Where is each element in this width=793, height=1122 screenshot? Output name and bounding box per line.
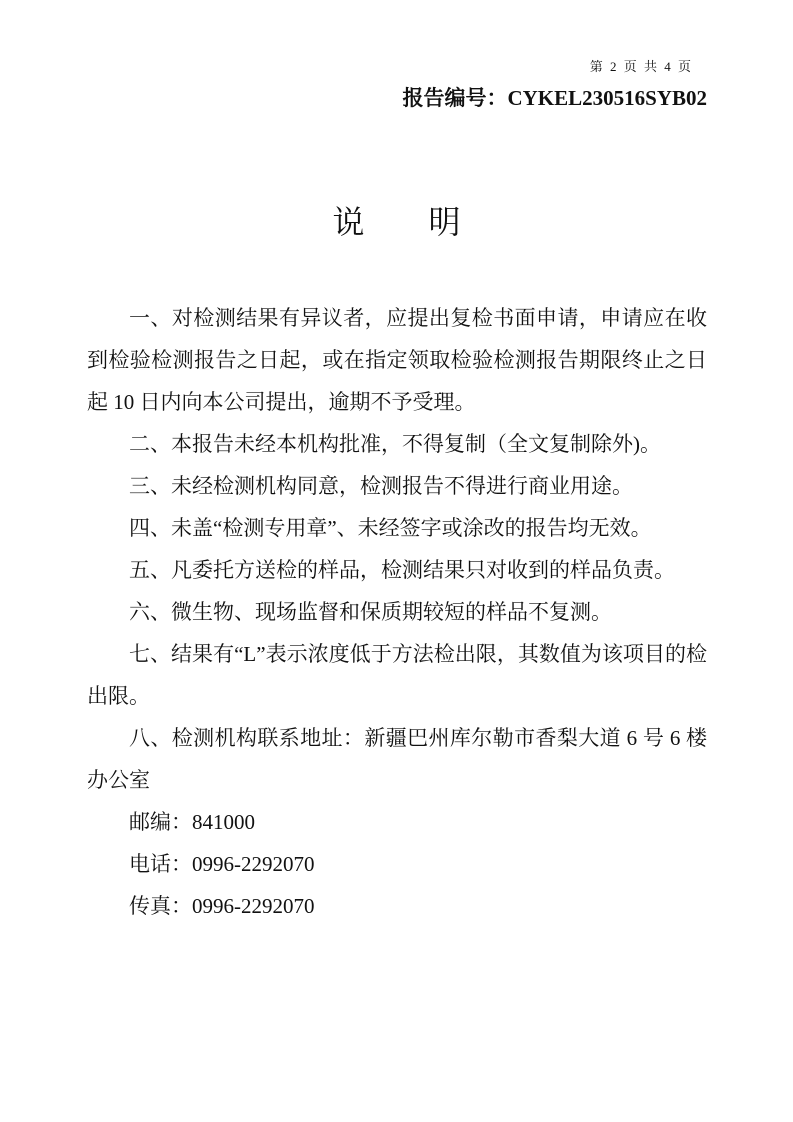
note-paragraph-5: 五、凡委托方送检的样品，检测结果只对收到的样品负责。 (129, 558, 675, 582)
note-paragraph-8: 八、检测机构联系地址：新疆巴州库尔勒市香梨大道 6 号 6 楼办公室 (87, 726, 707, 792)
note-paragraph-6: 六、微生物、现场监督和保质期较短的样品不复测。 (129, 600, 612, 624)
note-paragraph-4: 四、未盖“检测专用章”、未经签字或涂改的报告均无效。 (129, 516, 652, 540)
page-number-indicator: 第 2 页 共 4 页 (589, 59, 693, 74)
page-title: 说 明 (332, 204, 461, 240)
report-number: 报告编号：CYKEL230516SYB02 (402, 86, 707, 110)
postal-code-line: 邮编：841000 (129, 810, 255, 834)
note-paragraph-1: 一、对检测结果有异议者，应提出复检书面申请，申请应在收到检验检测报告之日起，或在指定领取检验检测报告期限终止之日起 10 日内向本公司提出，逾期不予受理。 (87, 306, 707, 414)
phone-line: 电话：0996-2292070 (129, 852, 315, 876)
fax-line: 传真：0996-2292070 (129, 894, 315, 918)
note-paragraph-7: 七、结果有“L”表示浓度低于方法检出限，其数值为该项目的检出限。 (87, 642, 707, 708)
note-paragraph-3: 三、未经检测机构同意，检测报告不得进行商业用途。 (129, 474, 633, 498)
note-paragraph-2: 二、本报告未经本机构批准，不得复制（全文复制除外)。 (129, 432, 661, 456)
notes-section (87, 297, 707, 927)
